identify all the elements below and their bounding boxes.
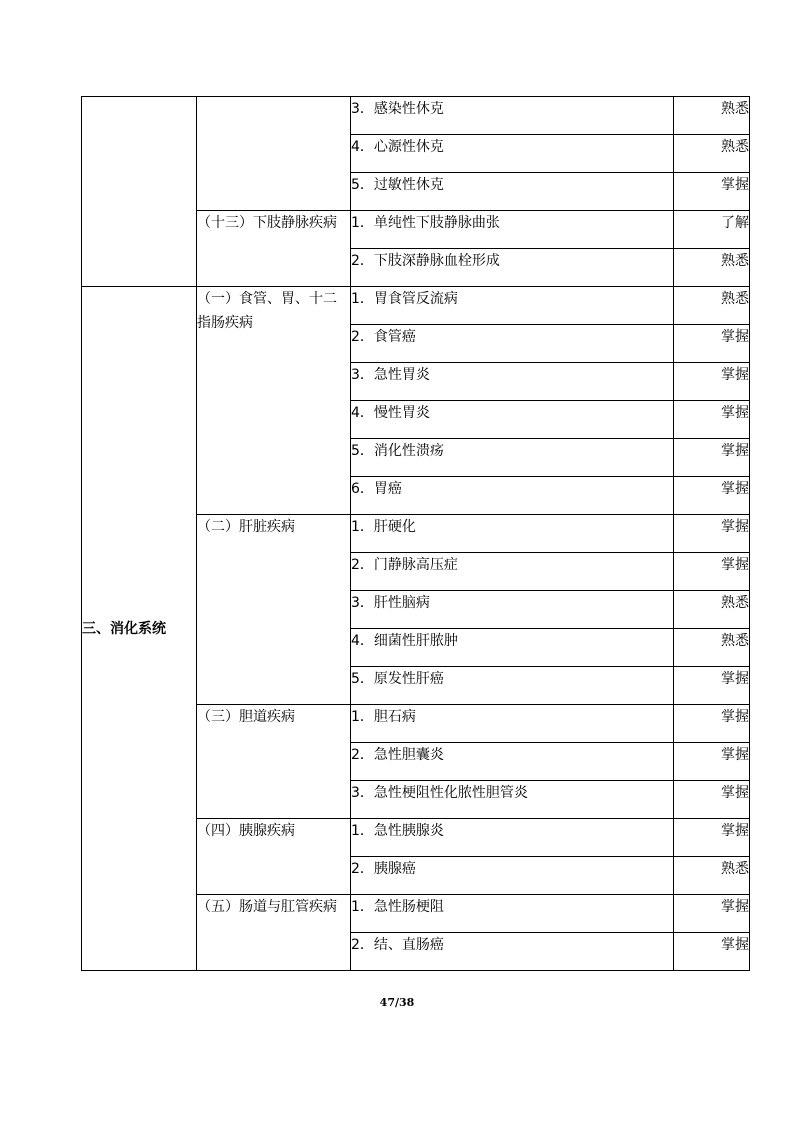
level-cell: 熟悉 [674, 857, 750, 895]
item-cell [351, 553, 674, 591]
level-cell: 熟悉 [674, 135, 750, 173]
syllabus-table [81, 96, 750, 971]
item-text: 2．胰腺癌 [351, 861, 416, 877]
item-cell [351, 781, 674, 819]
topic-cell: （三）胆道疾病 [197, 705, 351, 819]
item-text: 2．食管癌 [351, 329, 416, 345]
item-text: 2．下肢深静脉血栓形成 [351, 253, 500, 269]
item-text: 1．肝硬化 [351, 519, 416, 535]
item-text: 3．感染性休克 [351, 101, 444, 117]
level-cell: 熟悉 [674, 591, 750, 629]
item-text: 5．消化性溃疡 [351, 443, 444, 459]
item-cell [351, 249, 674, 287]
item-cell [351, 439, 674, 477]
item-cell [351, 477, 674, 515]
item-cell [351, 857, 674, 895]
level-cell: 掌握 [674, 363, 750, 401]
level-cell: 熟悉 [674, 287, 750, 325]
item-cell [351, 667, 674, 705]
item-cell [351, 895, 674, 933]
item-text: 1．胃食管反流病 [351, 291, 458, 307]
table-row [82, 287, 750, 325]
level-cell: 掌握 [674, 933, 750, 971]
item-text: 1．急性肠梗阻 [351, 899, 444, 915]
item-cell [351, 743, 674, 781]
item-text: 1．胆石病 [351, 709, 416, 725]
item-cell [351, 135, 674, 173]
level-cell: 熟悉 [674, 97, 750, 135]
table-row [82, 97, 750, 135]
level-cell: 掌握 [674, 325, 750, 363]
item-text: 4．细菌性肝脓肿 [351, 633, 458, 649]
item-cell [351, 211, 674, 249]
item-text: 5．过敏性休克 [351, 177, 444, 193]
item-cell [351, 363, 674, 401]
item-text: 1．急性胰腺炎 [351, 823, 444, 839]
item-cell [351, 591, 674, 629]
item-cell [351, 705, 674, 743]
level-cell: 掌握 [674, 401, 750, 439]
level-cell: 掌握 [674, 439, 750, 477]
topic-cell: （一）食管、胃、十二指肠疾病 [197, 287, 351, 515]
syllabus-body [82, 97, 750, 971]
level-cell: 掌握 [674, 667, 750, 705]
level-cell: 熟悉 [674, 629, 750, 667]
item-text: 5．原发性肝癌 [351, 671, 444, 687]
level-cell: 掌握 [674, 743, 750, 781]
level-cell: 掌握 [674, 895, 750, 933]
item-text: 6．胃癌 [351, 481, 402, 497]
unit-cell [82, 97, 197, 287]
item-cell [351, 173, 674, 211]
item-text: 1．单纯性下肢静脉曲张 [351, 215, 500, 231]
level-cell: 掌握 [674, 553, 750, 591]
item-text: 2．结、直肠癌 [351, 937, 444, 953]
item-text: 2．急性胆囊炎 [351, 747, 444, 763]
item-cell [351, 287, 674, 325]
item-cell [351, 97, 674, 135]
item-cell [351, 401, 674, 439]
level-cell: 掌握 [674, 819, 750, 857]
item-text: 3．肝性脑病 [351, 595, 430, 611]
level-cell: 掌握 [674, 173, 750, 211]
item-text: 2．门静脉高压症 [351, 557, 458, 573]
topic-cell: （四）胰腺疾病 [197, 819, 351, 895]
level-cell: 了解 [674, 211, 750, 249]
page-number: 47/38 [379, 996, 415, 1009]
level-cell: 掌握 [674, 515, 750, 553]
level-cell: 熟悉 [674, 249, 750, 287]
item-cell [351, 515, 674, 553]
item-text: 4．慢性胃炎 [351, 405, 430, 421]
topic-cell: （五）肠道与肛管疾病 [197, 895, 351, 971]
item-cell [351, 819, 674, 857]
topic-cell [197, 97, 351, 211]
item-cell [351, 325, 674, 363]
unit-cell: 三、消化系统 [82, 287, 197, 971]
level-cell: 掌握 [674, 781, 750, 819]
item-text: 3．急性胃炎 [351, 367, 430, 383]
topic-cell: （十三）下肢静脉疾病 [197, 211, 351, 287]
level-cell: 掌握 [674, 705, 750, 743]
item-text: 3．急性梗阻性化脓性胆管炎 [351, 785, 528, 801]
level-cell: 掌握 [674, 477, 750, 515]
topic-cell: （二）肝脏疾病 [197, 515, 351, 705]
item-cell [351, 629, 674, 667]
item-text: 4．心源性休克 [351, 139, 444, 155]
item-cell [351, 933, 674, 971]
